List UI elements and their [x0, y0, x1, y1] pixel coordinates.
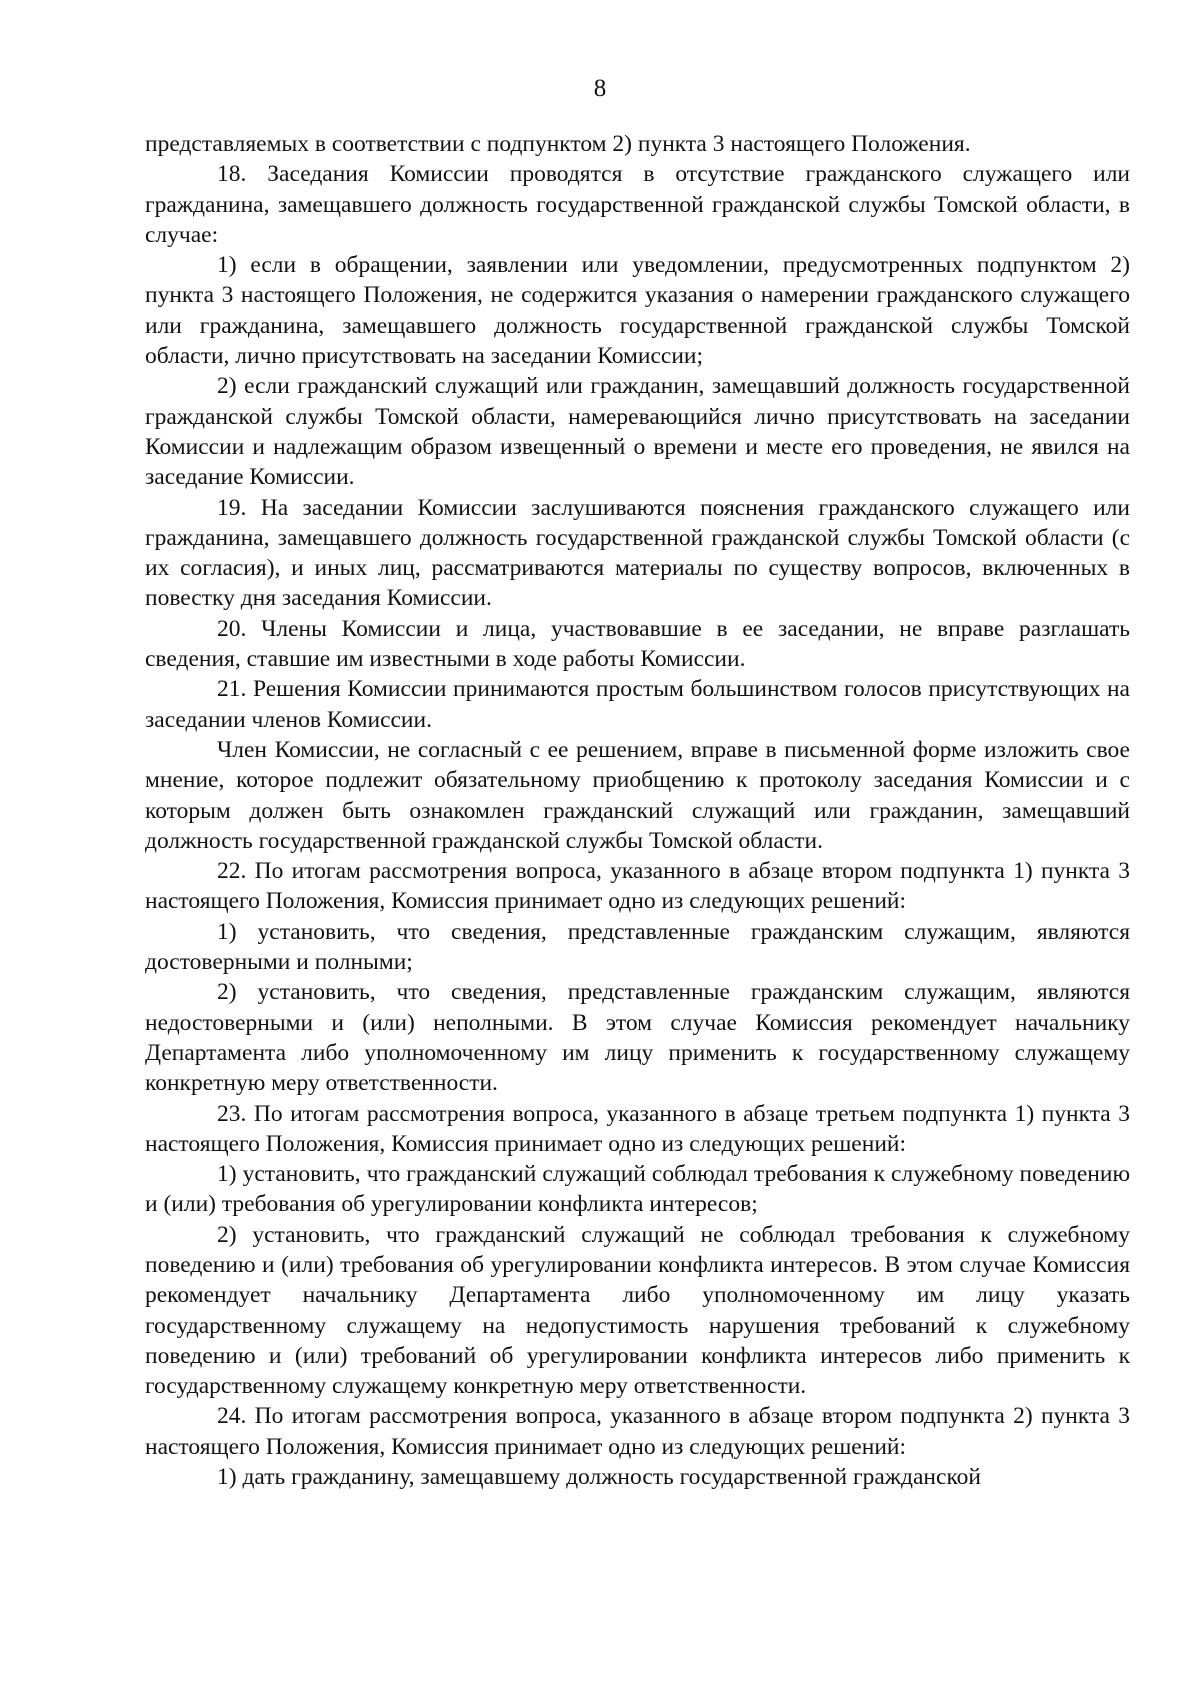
paragraph-22-item-2: 2) установить, что сведения, представленные гражданским служащим, являются недостоверными и (или) неполными. В этом случае Комиссия рекомендует начальнику Департамента либо уполномоченному им лицу применить к государственному служащему конкретную меру ответственности. — [145, 979, 1130, 1097]
paragraph-20: 20. Члены Комиссии и лица, участвовавшие в ее заседании, не вправе разглашать сведения, ставшие им известными в ходе работы Комиссии. — [145, 615, 1130, 673]
paragraph-22-item-1: 1) установить, что сведения, представленные гражданским служащим, являются достоверными и полными; — [145, 918, 1130, 976]
paragraph-19: 19. На заседании Комиссии заслушиваются пояснения гражданского служащего или гражданина, замещавшего должность государственной гражданской службы Томской области (с их согласия), и иных лиц, рассматриваются материалы по существу вопросов, включенных в повестку дня заседания Комиссии. — [145, 494, 1130, 612]
paragraph-23: 23. По итогам рассмотрения вопроса, указанного в абзаце третьем подпункта 1) пункта 3 настоящего Положения, Комиссия принимает одно из следующих решений: — [145, 1100, 1130, 1157]
paragraph-18-item-1: 1) если в обращении, заявлении или уведомлении, предусмотренных подпунктом 2) пункта 3 настоящего Положения, не содержится указания о намерении гражданского служащего или гражданина, замещавшего должность государственной гражданской службы Томской области, лично присутствовать на заседании Комиссии; — [145, 252, 1130, 370]
paragraph-21-dissent: Член Комиссии, не согласный с ее решением, вправе в письменной форме изложить свое мнение, которое подлежит обязательному приобщению к протоколу заседания Комиссии и с которым должен быть ознакомлен гражданский служащий или гражданин, замещавший должность государственной гражданской службы Томской области. — [145, 736, 1130, 854]
paragraph-23-item-1: 1) установить, что гражданский служащий соблюдал требования к служебному поведению и (или) требования об урегулировании конфликта интересов; — [145, 1161, 1130, 1218]
page-number: 8 — [593, 75, 607, 102]
paragraph-24: 24. По итогам рассмотрения вопроса, указанного в абзаце втором подпункта 2) пункта 3 настоящего Положения, Комиссия принимает одно из следующих решений: — [145, 1403, 1130, 1460]
paragraph-21: 21. Решения Комиссии принимаются простым большинством голосов присутствующих на заседании членов Комиссии. — [145, 676, 1130, 733]
paragraph-continuation: представляемых в соответствии с подпунктом 2) пункта 3 настоящего Положения. — [145, 131, 971, 157]
paragraph-18: 18. Заседания Комиссии проводятся в отсутствие гражданского служащего или гражданина, замещавшего должность государственной гражданской службы Томской области, в случае: — [145, 161, 1130, 248]
document-body — [145, 129, 1130, 1492]
paragraph-18-item-2: 2) если гражданский служащий или гражданин, замещавший должность государственной гражданской службы Томской области, намеревающийся лично присутствовать на заседании Комиссии и надлежащим образом извещенный о времени и месте его проведения, не явился на заседание Комиссии. — [145, 373, 1130, 491]
paragraph-24-item-1: 1) дать гражданину, замещавшему должность государственной гражданской — [217, 1464, 981, 1491]
paragraph-23-item-2: 2) установить, что гражданский служащий не соблюдал требования к служебному поведению и (или) требования об урегулировании конфликта интересов. В этом случае Комиссия рекомендует начальнику Департамента либо уполномоченному им лицу указать государственному служащему на недопустимость нарушения требований к служебному поведению и (или) требований об урегулировании конфликта интересов либо применить к государственному служащему конкретную меру ответственности. — [145, 1221, 1130, 1400]
paragraph-22: 22. По итогам рассмотрения вопроса, указанного в абзаце втором подпункта 1) пункта 3 настоящего Положения, Комиссия принимает одно из следующих решений: — [145, 858, 1130, 915]
